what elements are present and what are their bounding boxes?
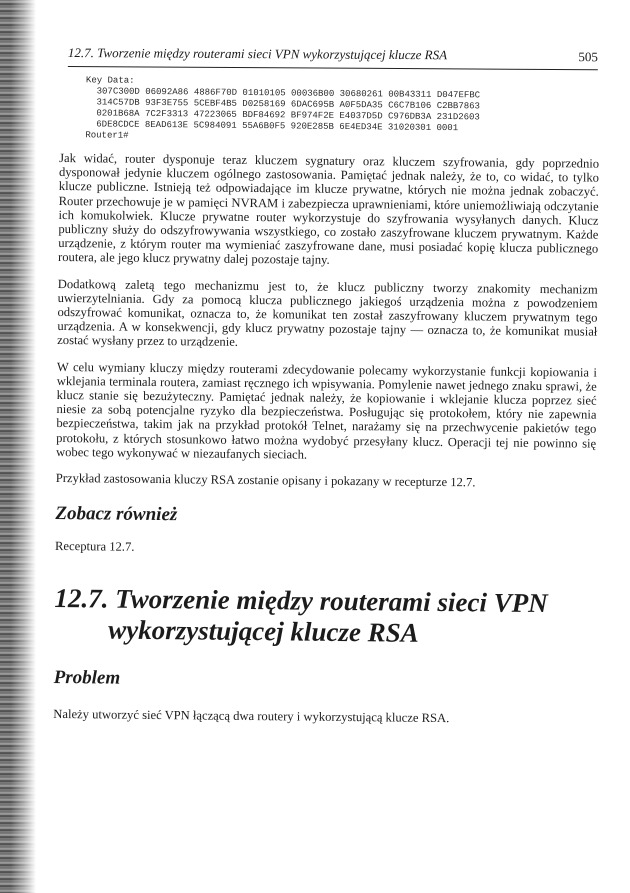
book-spine-shadow	[0, 0, 36, 893]
running-head: 12.7. Tworzenie między routerami sieci VPN wykorzystującej klucze RSA	[67, 44, 448, 63]
code-line: 307C300D 06092A86 4886F70D 01010105 00036B00 30680261 00B43311 D047EFBC	[85, 86, 481, 101]
section-heading-line1: 12.7. Tworzenie między routerami sieci VPN	[54, 583, 548, 619]
code-line: Router1#	[85, 130, 129, 141]
problem-heading: Problem	[53, 667, 121, 690]
code-line: 0201B68A 7C2F3313 47223065 BDF84692 BF974F2E E4037D5D C976DB3A 231D2603	[85, 108, 480, 123]
see-also-text: Receptura 12.7.	[54, 539, 135, 555]
section-heading-line2: wykorzystującej klucze RSA	[108, 615, 419, 649]
body-paragraph: Jak widać, router dysponuje teraz kluczem sygnatury oraz kluczem szyfrowania, gdy poprzednio dysponował jedynie kluczem ogólnego zastosowania. Pamiętać jednak należy, że to, co widać, to tylko klucze publiczne. Istnieją też odpowiadające im klucze prywatne, których nie można jednak zobaczyć. Router przechowuje je w pamięci NVRAM i zabezpiecza uprawnieniami, które uniemożliwiają odczytanie ich komukolwiek. Klucze prywatne router wykorzystuje do szyfrowania wysyłanych danych. Klucz publiczny służy do odszyfrowywania wszystkiego, co zostało zaszyfrowane kluczem prywatnym. Każde urządzenie, z którym router ma wymieniać zaszyfrowane dane, musi posiadać kopię klucza publicznego routera, ale jego klucz prywatny dalej pozostaje tajny.	[58, 150, 600, 268]
body-paragraph: Przykład zastosowania kluczy RSA zostanie opisany i pokazany w recepturze 12.7.	[55, 471, 476, 490]
body-paragraph: W celu wymiany kluczy między routerami zdecydowanie polecamy wykorzystanie funkcji kopiowania i wklejania terminala routera, zamiast ręcznego ich wpisywania. Pomylenie nawet jednego znaku sprawi, że klucz stanie się bezużyteczny. Pamiętać jednak należy, że kopiowanie i wklejanie klucza poprzez sieć niesie za sobą potencjalne ryzyko dla bezpieczeństwa. Posługując się protokołem, który nie zapewnia bezpieczeństwa, takim jak na przykład protokół Telnet, narażamy się na przechwycenie pakietów tego protokołu, z których stosunkowo łatwo można wydobyć przesyłany klucz. Operacji tej nie powinno się wobec tego wykonywać w niezaufanych sieciach.	[55, 359, 597, 462]
section-heading	[54, 583, 595, 651]
page-content	[53, 75, 600, 739]
code-line: Key Data:	[85, 75, 135, 86]
problem-text: Należy utworzyć sieć VPN łączącą dwa routery i wykorzystującą klucze RSA.	[53, 707, 450, 726]
code-line: 314C57DB 93F3E755 5CEBF4B5 D0258169 6DAC695B A0F5DA35 C6C7B106 C2BB7863	[85, 97, 481, 112]
code-line: 6DE8CDCE 8EAD613E 5C984091 55A6B0F5 920E285B 6E4ED34E 31020301 0001	[85, 119, 459, 134]
body-paragraph: Dodatkową zaletą tego mechanizmu jest to, że klucz publiczny tworzy znakomity mechanizm uwierzytelniania. Gdy za pomocą klucza publicznego jakiegoś urządzenia można z powodzeniem odszyfrować komunikat, oznacza to, że komunikat ten został zaszyfrowany kluczem prywatnym tego urządzenia. A w konsekwencji, gdy klucz prywatny pozostaje tajny — oznacza to, że komunikat musiał zostać wysłany przez to urządzenie.	[57, 276, 598, 350]
page-header	[68, 44, 598, 70]
see-also-heading: Zobacz również	[55, 503, 178, 526]
code-block	[85, 75, 600, 146]
page-number: 505	[578, 49, 598, 65]
